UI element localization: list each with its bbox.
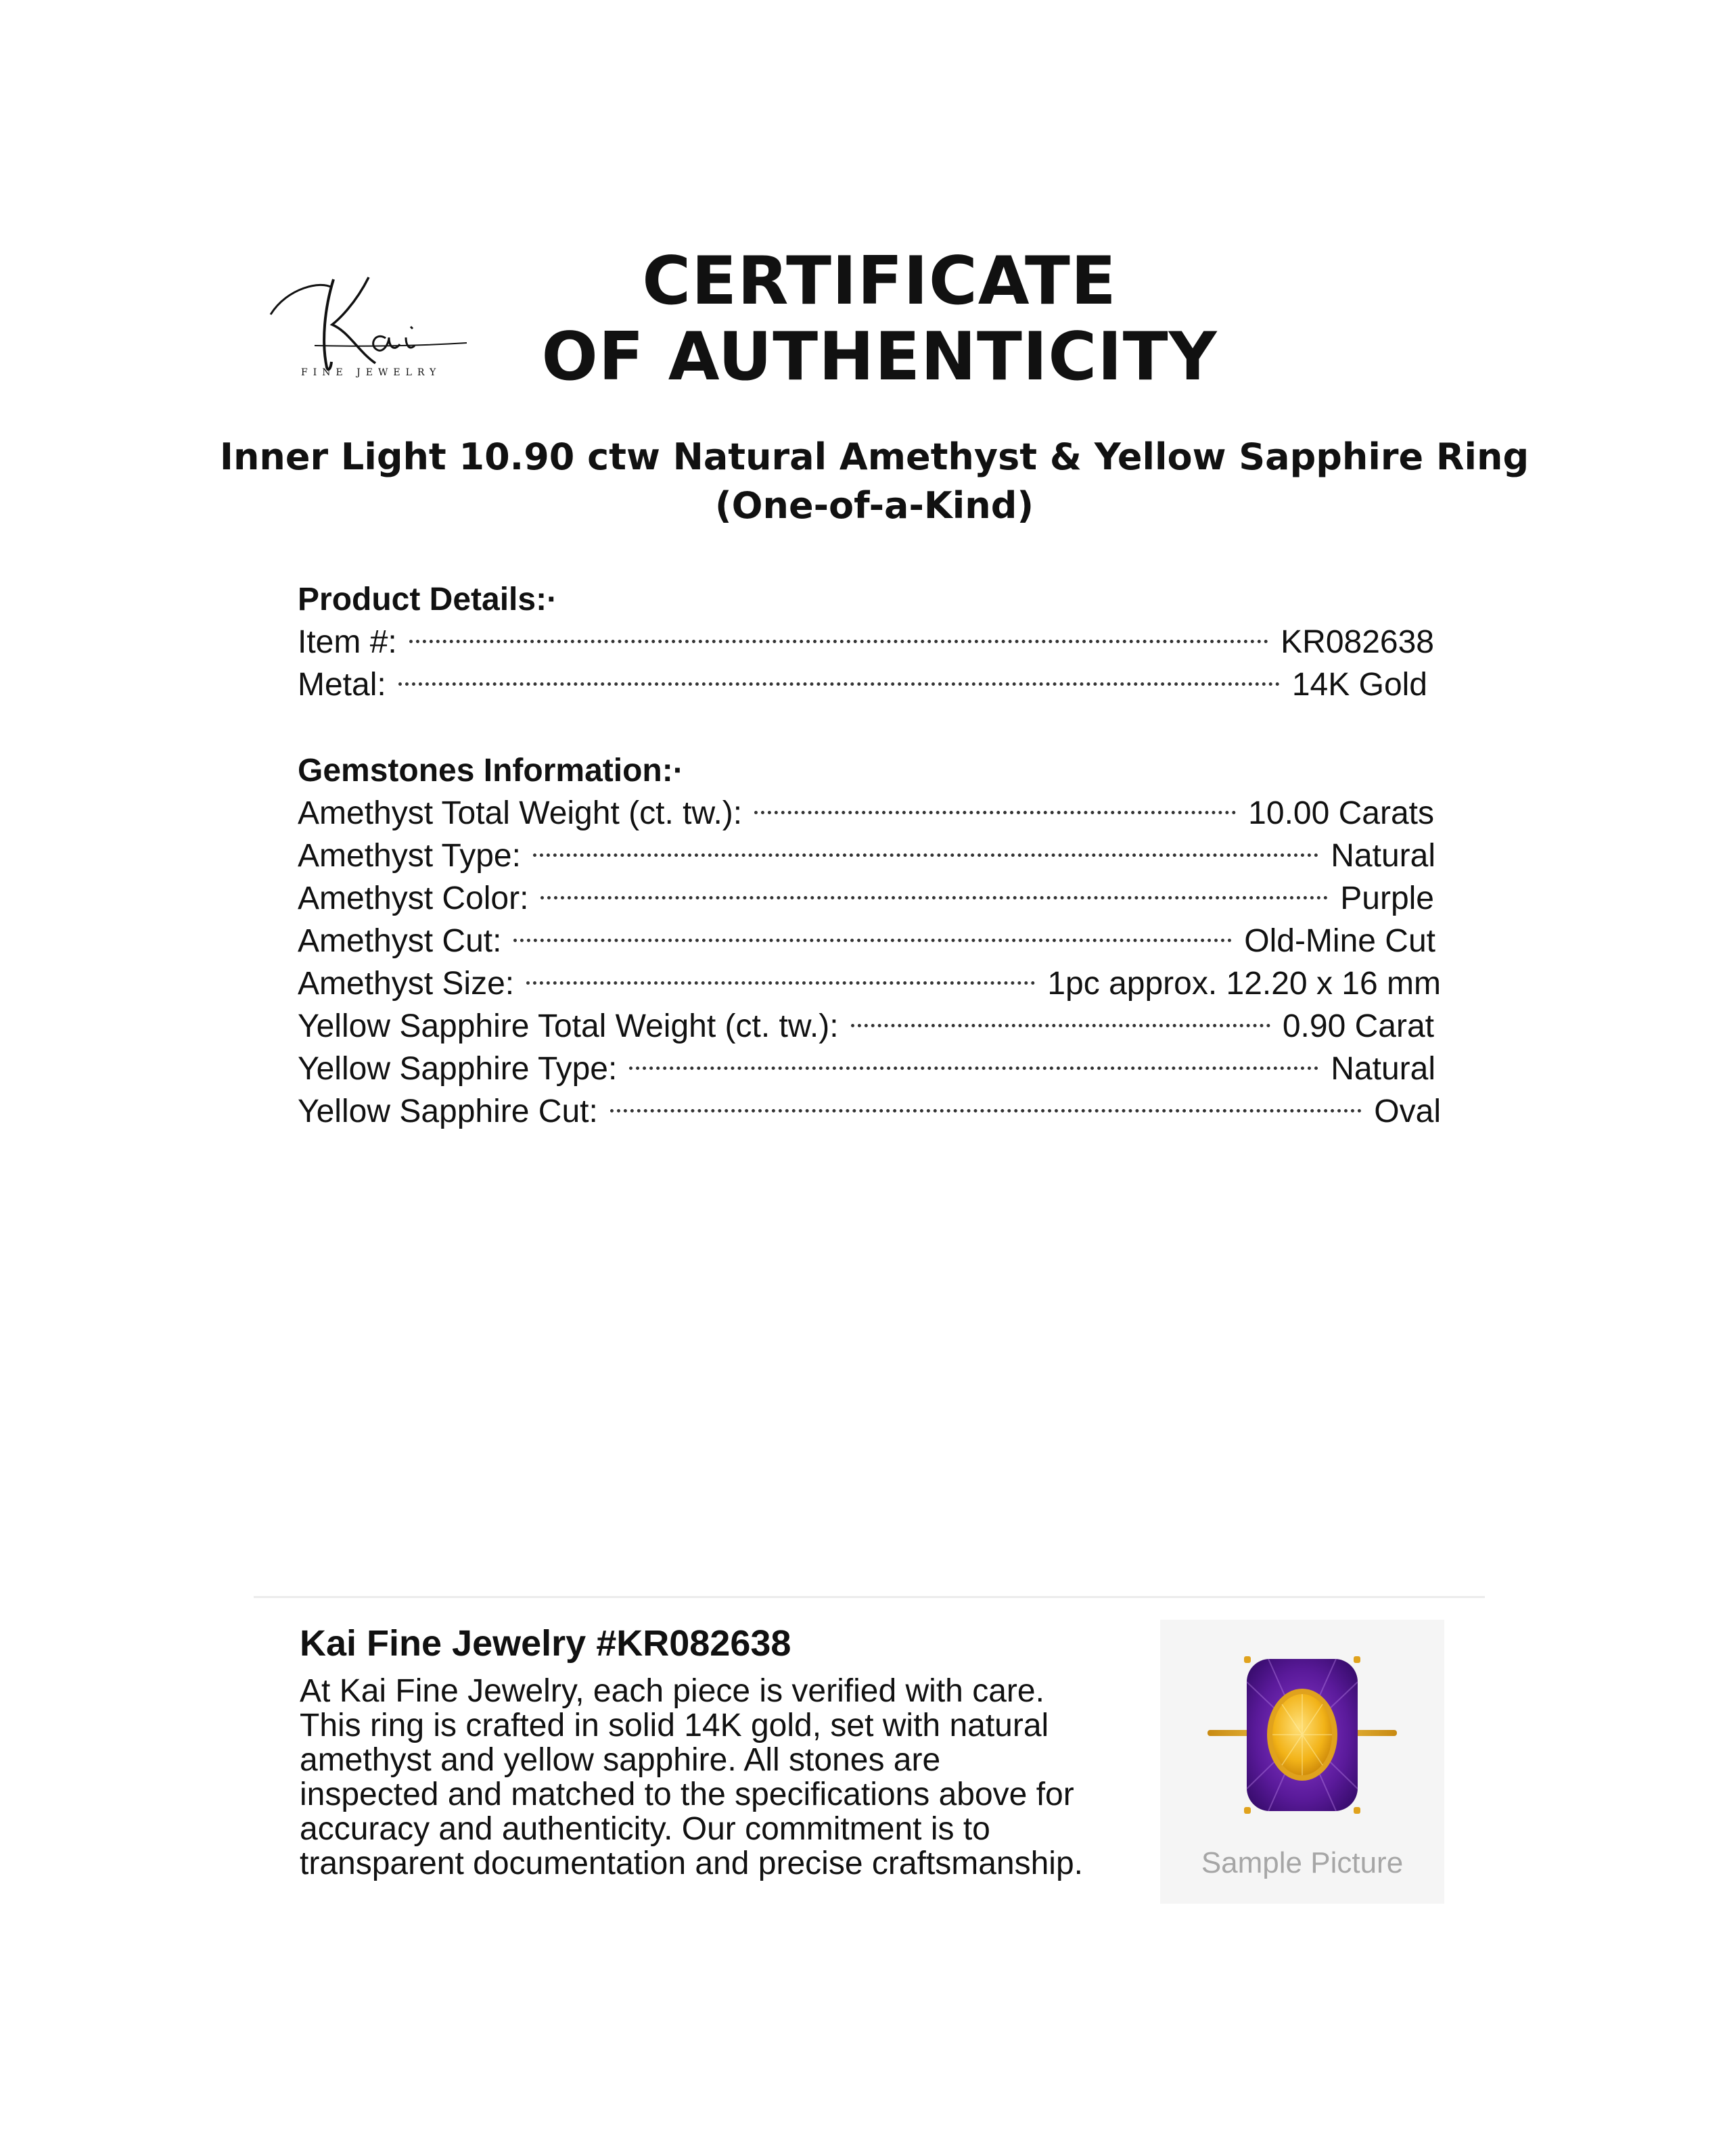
detail-value: 14K Gold	[1291, 667, 1427, 703]
detail-value: KR082638	[1281, 624, 1434, 660]
gem-label: Yellow Sapphire Type:	[298, 1051, 618, 1087]
product-title-line2: (One-of-a-Kind)	[714, 484, 1034, 527]
dot-leader	[398, 682, 1280, 686]
gem-row	[298, 1048, 1435, 1090]
gemstones-heading: Gemstones Information:·	[298, 753, 684, 789]
dot-leader	[851, 1024, 1270, 1027]
gem-value: 1pc approx. 12.20 x 16 mm	[1047, 966, 1441, 1002]
gem-label: Amethyst Color:	[298, 881, 529, 916]
kai-logo-mark	[267, 267, 470, 385]
footer-paragraph-line: transparent documentation and precise craftsmanship.	[300, 1846, 1083, 1881]
detail-row-metal	[298, 663, 1427, 706]
gem-value: Old-Mine Cut	[1244, 923, 1435, 959]
gem-row	[298, 962, 1441, 1005]
certificate-title-line1: CERTIFICATE	[642, 243, 1117, 320]
product-details-heading: Product Details:·	[298, 582, 558, 617]
footer-title: Kai Fine Jewelry #KR082638	[300, 1623, 791, 1664]
kai-logo-tagline: FINE JEWELRY	[301, 367, 442, 378]
gem-label: Amethyst Type:	[298, 838, 521, 874]
footer-paragraph	[300, 1674, 1166, 1881]
gem-row	[298, 877, 1434, 920]
gem-value: Natural	[1331, 838, 1435, 874]
detail-row-item-number	[298, 621, 1434, 663]
certificate-title-line2: OF AUTHENTICITY	[541, 319, 1218, 396]
dot-leader	[409, 640, 1268, 643]
product-title-line1: Inner Light 10.90 ctw Natural Amethyst & Yellow Sapphire Ring	[219, 436, 1530, 478]
dot-leader	[629, 1067, 1318, 1070]
dot-leader	[540, 896, 1328, 899]
gem-row	[298, 920, 1435, 962]
gem-value: Purple	[1340, 881, 1434, 916]
gem-value: 10.00 Carats	[1248, 795, 1434, 831]
footer-divider	[254, 1596, 1485, 1598]
gem-row	[298, 1090, 1441, 1133]
sample-picture-caption: Sample Picture	[1201, 1846, 1404, 1879]
gem-value: 0.90 Carat	[1282, 1008, 1434, 1044]
footer-paragraph-line: At Kai Fine Jewelry, each piece is verified with care.	[300, 1673, 1044, 1709]
certificate-title	[474, 243, 1285, 395]
footer-paragraph-line: This ring is crafted in solid 14K gold, set with natural	[300, 1708, 1049, 1743]
product-title	[203, 433, 1546, 530]
footer-paragraph-line: amethyst and yellow sapphire. All stones are	[300, 1742, 941, 1778]
gemstones-section	[298, 749, 1448, 1133]
dot-leader	[513, 939, 1232, 942]
detail-label: Item #:	[298, 624, 397, 660]
dot-leader	[526, 981, 1035, 985]
gem-label: Amethyst Size:	[298, 966, 515, 1002]
gem-value: Natural	[1331, 1051, 1435, 1087]
product-details-section	[298, 578, 1448, 706]
gem-label: Amethyst Cut:	[298, 923, 502, 959]
dot-leader	[533, 853, 1318, 857]
detail-label: Metal:	[298, 667, 386, 703]
footer-paragraph-line: accuracy and authenticity. Our commitment is to	[300, 1811, 990, 1847]
gem-label: Yellow Sapphire Total Weight (ct. tw.):	[298, 1008, 839, 1044]
dot-leader	[754, 811, 1236, 814]
gem-row	[298, 1005, 1434, 1048]
dot-leader	[610, 1109, 1362, 1112]
gem-value: Oval	[1374, 1094, 1441, 1129]
gem-label: Yellow Sapphire Cut:	[298, 1094, 598, 1129]
kai-logo	[267, 267, 470, 385]
gem-row	[298, 835, 1435, 877]
gem-label: Amethyst Total Weight (ct. tw.):	[298, 795, 743, 831]
gem-row	[298, 792, 1434, 835]
footer-paragraph-line: inspected and matched to the specifications above for	[300, 1777, 1074, 1812]
